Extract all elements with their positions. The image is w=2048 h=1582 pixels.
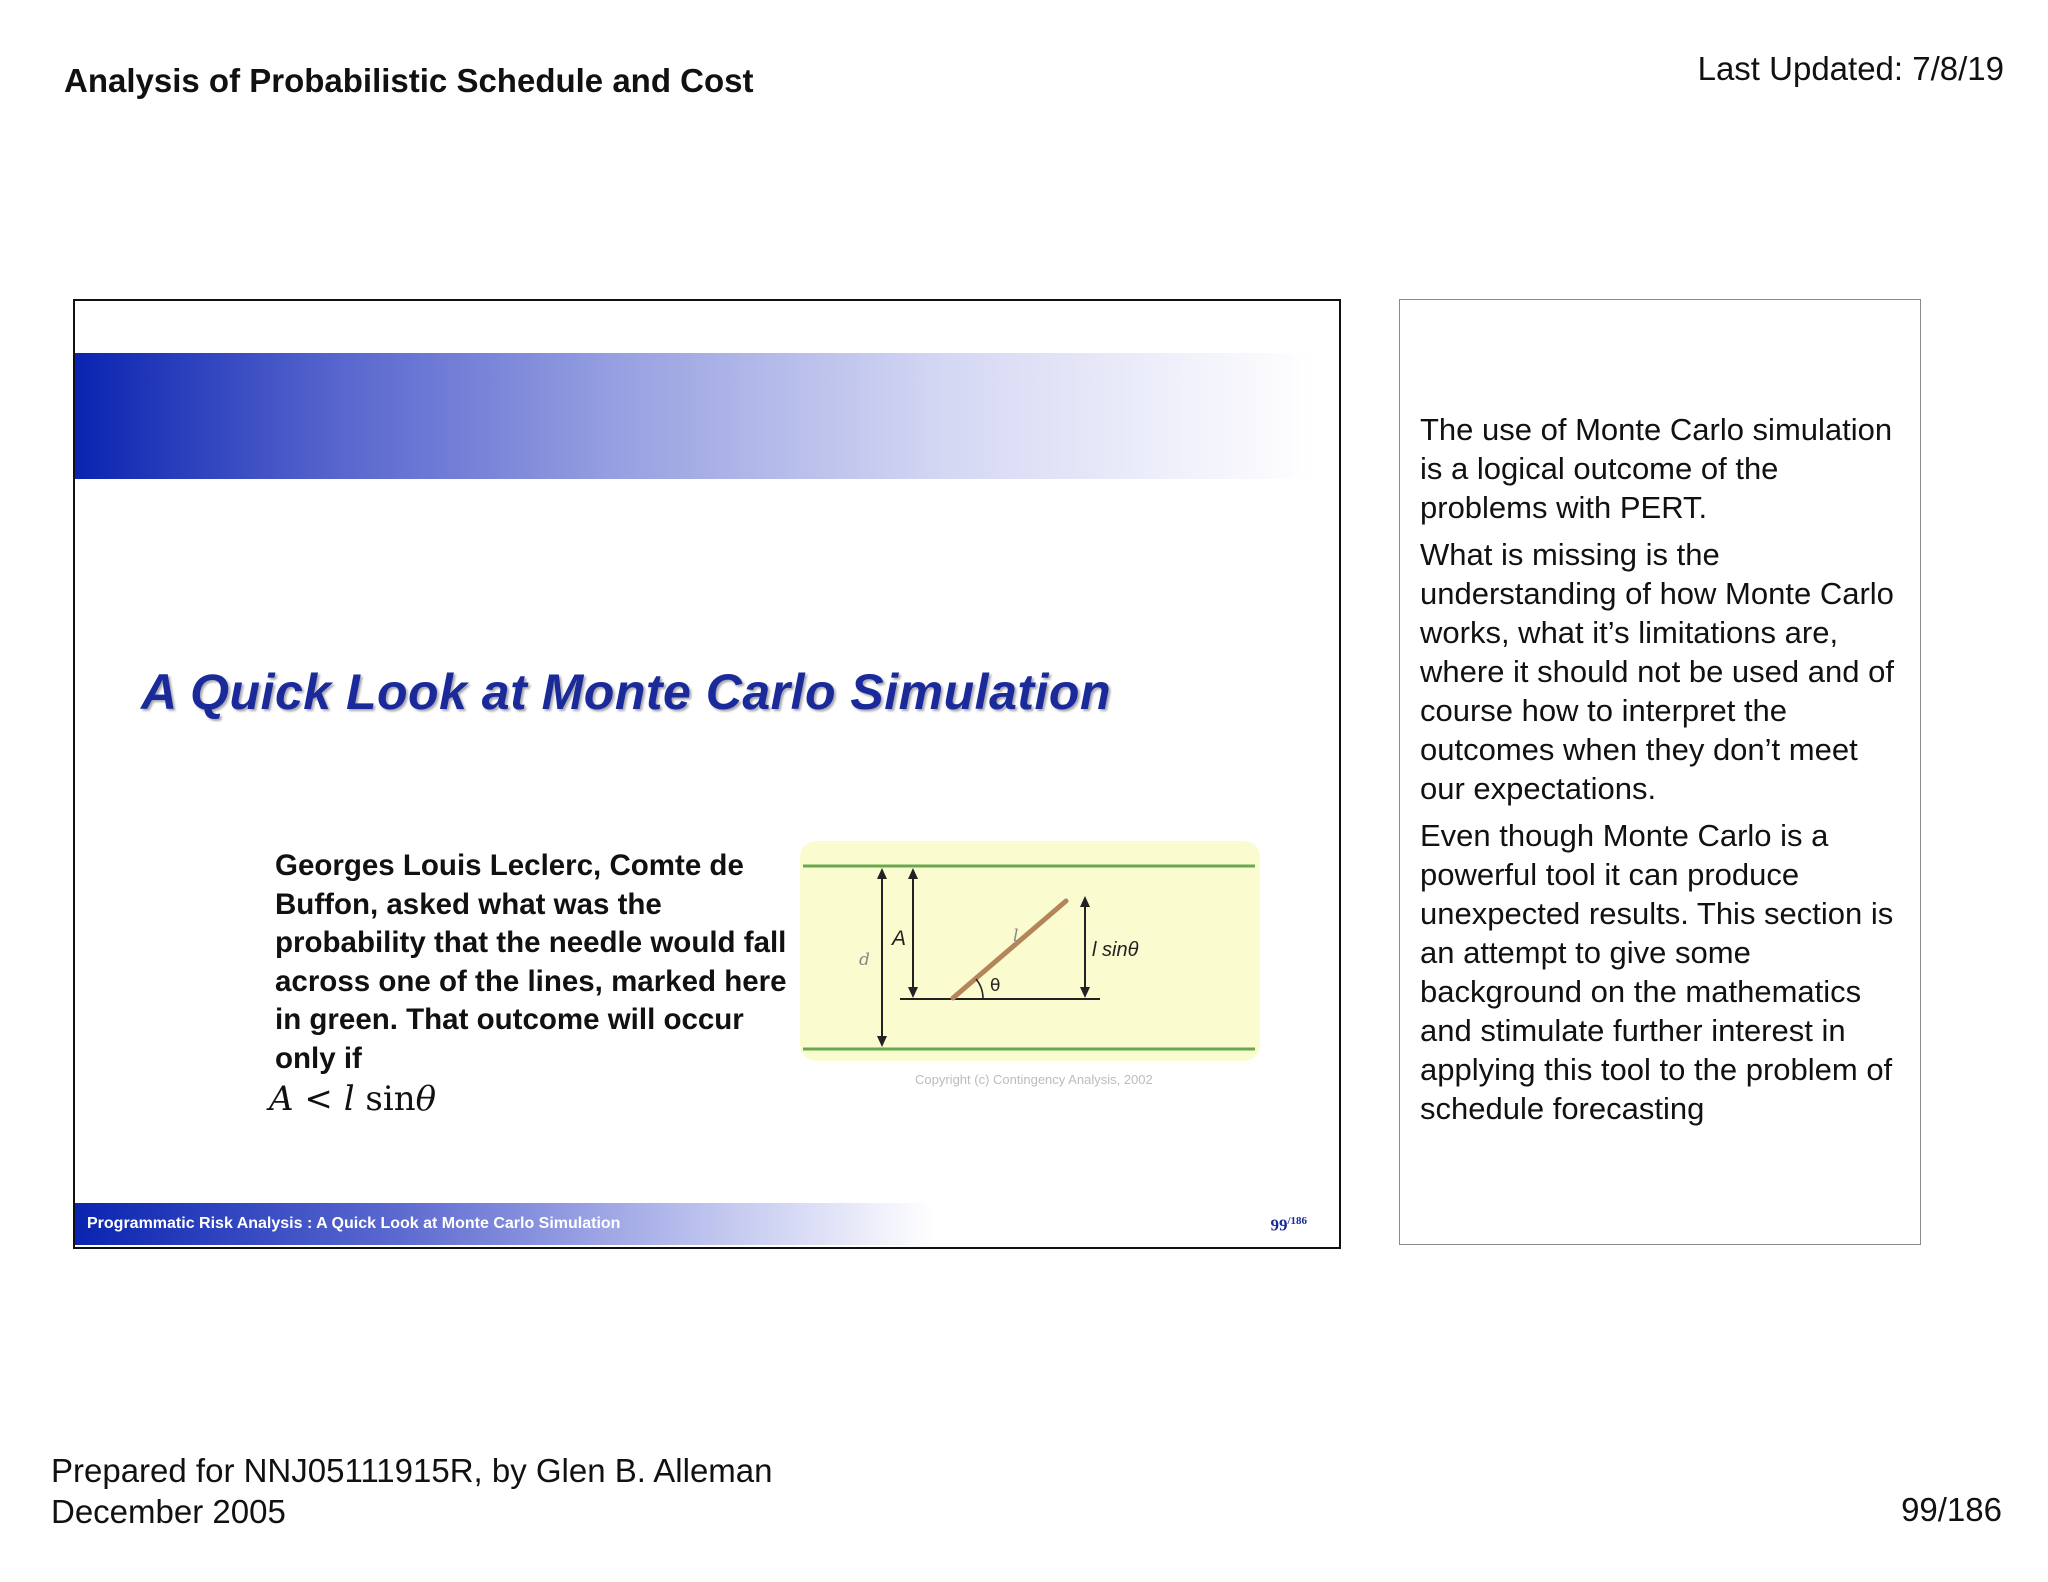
notes-paragraph-3: Even though Monte Carlo is a powerful tool it can produce unexpected results. This section is an attempt to give some background on the mathematics and stimulate further interest in applying this tool to the problem of schedule forecasting (1420, 818, 1894, 1126)
figure-label-a: A (892, 927, 907, 950)
slide-page-total: /186 (1287, 1215, 1307, 1227)
prepared-line-1: Prepared for NNJ05111915R, by Glen B. Alleman (51, 1452, 773, 1489)
figure-label-d: d (859, 950, 870, 970)
figure-label-l: l (1013, 926, 1019, 946)
prepared-for (51, 1450, 773, 1532)
figure-label-lsin: l sinθ (1092, 939, 1139, 961)
notes-paragraph-1: The use of Monte Carlo simulation is a logical outcome of the problems with PERT. (1420, 412, 1893, 525)
page-number: 99/186 (1901, 1491, 2002, 1528)
notes-paragraph-2: What is missing is the understanding of how Monte Carlo works, what it’s limitations are, where it should not be used and of course how to interpret the outcomes when they don’t meet our expectations. (1420, 537, 1894, 806)
formula-rhs-angle: θ (415, 1079, 437, 1119)
last-updated: Last Updated: 7/8/19 (1697, 50, 2004, 87)
slide-thumbnail (73, 299, 1341, 1249)
formula-lhs: A (269, 1079, 294, 1119)
document-title: Analysis of Probabilistic Schedule and Cost (64, 62, 754, 99)
formula-op: < (304, 1079, 333, 1119)
formula-rhs-fn: sin (365, 1079, 416, 1119)
buffon-formula (269, 1079, 436, 1119)
speaker-notes-panel (1399, 299, 1921, 1245)
slide-page-current: 99 (1270, 1215, 1288, 1235)
slide-footer-text: Programmatic Risk Analysis : A Quick Look at Monte Carlo Simulation (87, 1215, 621, 1232)
slide-page-number (1270, 1215, 1307, 1236)
speaker-notes-text (1420, 410, 1906, 1136)
prepared-line-2: December 2005 (51, 1493, 286, 1530)
slide-footer-bar (75, 1203, 1339, 1245)
slide-title-banner (75, 353, 1315, 479)
formula-rhs-var: l (343, 1079, 355, 1119)
buffon-needle-figure (800, 841, 1260, 1061)
figure-label-theta: θ (990, 976, 1001, 996)
slide-body-text: Georges Louis Leclerc, Comte de Buffon, asked what was the probability that the needle would fall across one of the lines, marked here in green. That outcome will occur only if (275, 849, 787, 1075)
slide-title: A Quick Look at Monte Carlo Simulation (141, 664, 1112, 720)
figure-copyright: Copyright (c) Contingency Analysis, 2002 (915, 1072, 1153, 1087)
